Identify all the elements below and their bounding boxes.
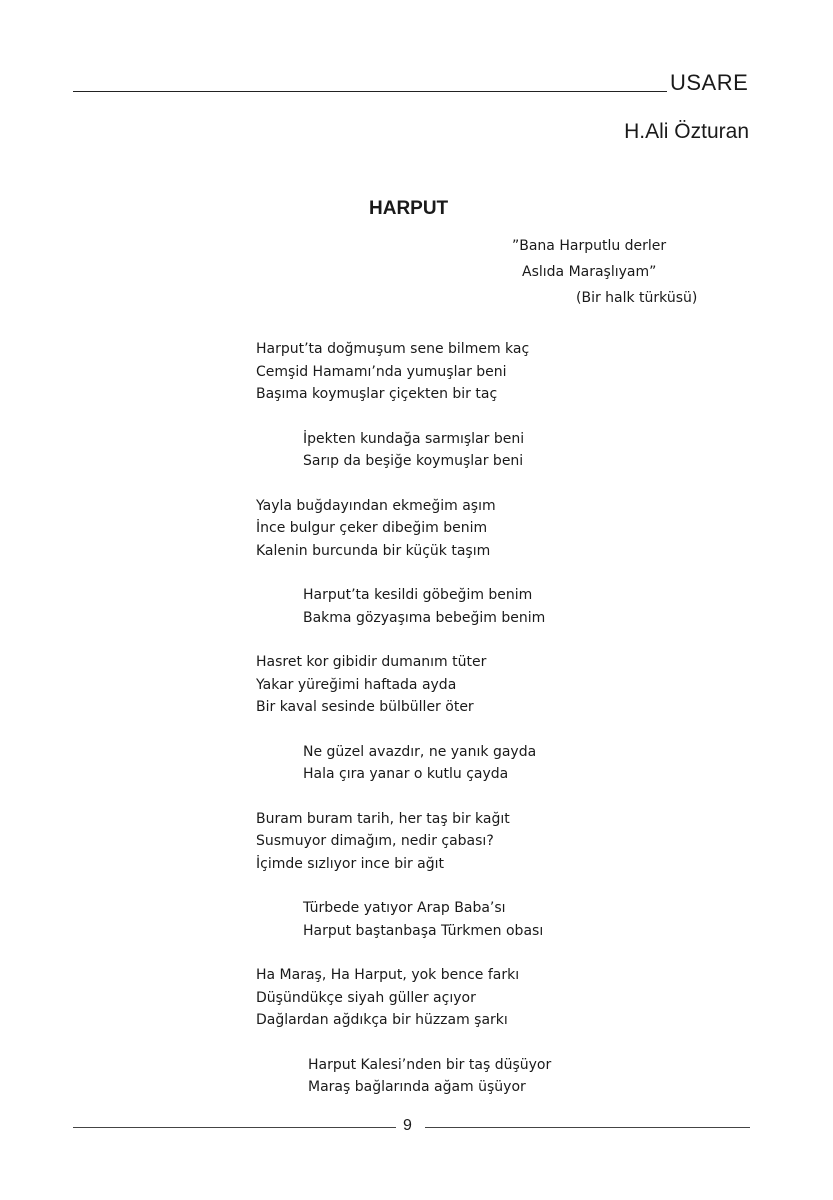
page-number: 9 [403, 1117, 412, 1134]
journal-name: USARE [670, 70, 749, 95]
footer-rule-left [73, 1127, 396, 1128]
header-rule [73, 91, 667, 92]
poem-line: Maraş bağlarında ağam üşüyor [308, 1079, 526, 1095]
poem-line: Hala çıra yanar o kutlu çayda [303, 766, 509, 782]
poem-line: Harput Kalesi’nden bir taş düşüyor [308, 1056, 552, 1073]
stanza-indented [256, 584, 551, 629]
epigraph-source: (Bir halk türküsü) [576, 290, 698, 306]
stanza-indented [256, 428, 551, 473]
poem-line: İçimde sızlıyor ince bir ağıt [256, 855, 445, 872]
poem-line: Buram buram tarih, her taş bir kağıt [256, 810, 510, 827]
stanza [256, 808, 551, 876]
footer-rule-right [425, 1127, 750, 1128]
poem-line: Cemşid Hamamı’nda yumuşlar beni [256, 363, 507, 380]
poem-line: Düşündükçe siyah güller açıyor [256, 989, 476, 1006]
poem-line: Bir kaval sesinde bülbüller öter [256, 699, 474, 715]
poem-line: Kalenin burcunda bir küçük taşım [256, 542, 491, 559]
epigraph [512, 233, 697, 311]
poem-body [256, 338, 551, 1099]
poem-line: Hasret kor gibidir dumanım tüter [256, 654, 487, 670]
author-name: H.Ali Özturan [624, 120, 749, 143]
stanza [256, 964, 551, 1032]
poem-line: Türbede yatıyor Arap Baba’sı [303, 900, 506, 916]
poem-line: Ne güzel avazdır, ne yanık gayda [303, 743, 537, 760]
poem-line: Ha Maraş, Ha Harput, yok bence farkı [256, 967, 520, 983]
epigraph-line: ”Bana Harputlu derler [512, 238, 667, 254]
poem-line: Başıma koymuşlar çiçekten bir taç [256, 386, 498, 402]
stanza-indented [256, 741, 551, 786]
poem-line: Dağlardan ağdıkça bir hüzzam şarkı [256, 1012, 508, 1028]
poem-line: Yakar yüreğimi haftada ayda [256, 676, 457, 693]
epigraph-line: Aslıda Maraşlıyam” [522, 264, 657, 280]
poem-line: Harput’ta kesildi göbeğim benim [303, 587, 533, 603]
stanza [256, 495, 551, 563]
stanza [256, 651, 551, 719]
poem-line: Sarıp da beşiğe koymuşlar beni [303, 453, 524, 469]
poem-line: Yayla buğdayından ekmeğim aşım [256, 497, 496, 514]
stanza-indented [256, 1054, 551, 1099]
poem-line: İnce bulgur çeker dibeğim benim [256, 520, 488, 536]
poem-line: Susmuyor dimağım, nedir çabası? [256, 833, 494, 849]
poem-line: İpekten kundağa sarmışlar beni [303, 430, 525, 447]
stanza [256, 338, 551, 406]
poem-line: Harput’ta doğmuşum sene bilmem kaç [256, 341, 530, 357]
poem-line: Harput baştanbaşa Türkmen obası [303, 922, 544, 939]
poem-title: HARPUT [369, 198, 449, 219]
poem-line: Bakma gözyaşıma bebeğim benim [303, 609, 546, 626]
stanza-indented [256, 897, 551, 942]
